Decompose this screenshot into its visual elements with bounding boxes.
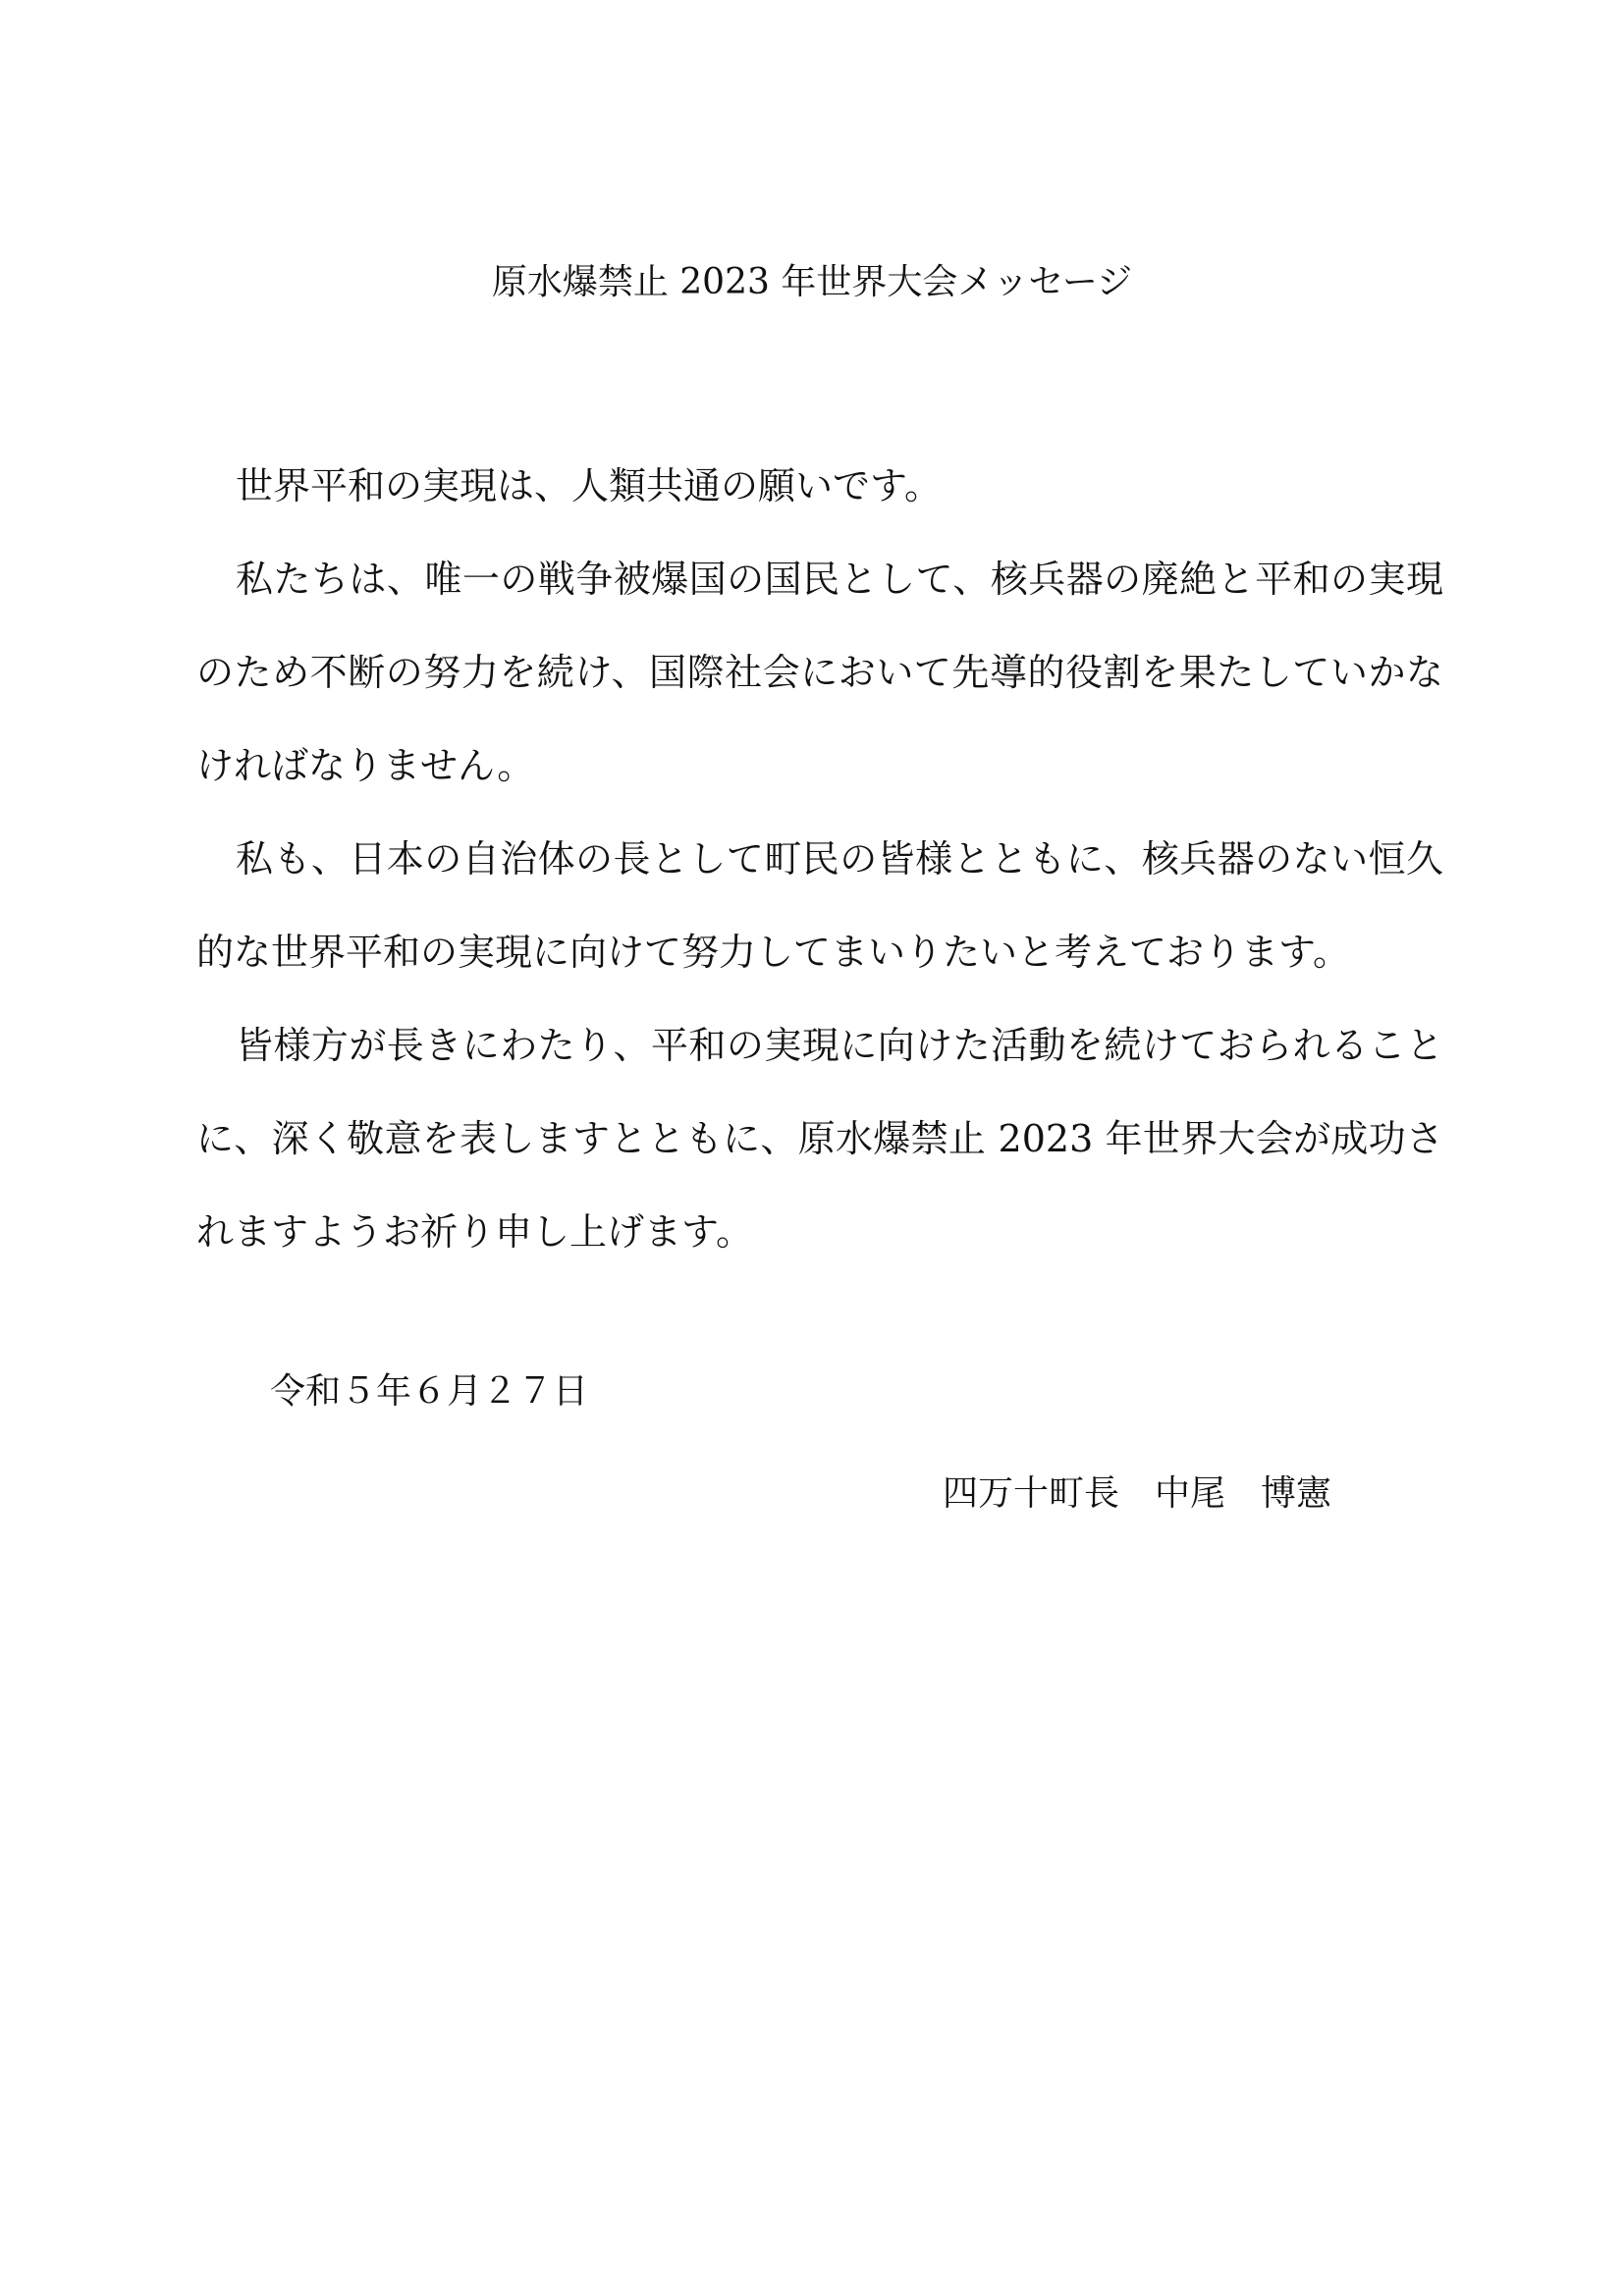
paragraph-3: 私も、日本の自治体の長として町民の皆様とともに、核兵器のない恒久的な世界平和の実現に向けて努力してまいりたいと考えております。 [196, 837, 1443, 974]
paragraph-1: 世界平和の実現は、人類共通の願いです。 [236, 464, 942, 507]
message-body [196, 440, 1443, 1279]
paragraph-4: 皆様方が長きにわたり、平和の実現に向けた活動を続けておられることに、深く敬意を表しますとともに、原水爆禁止 2023 年世界大会が成功されますようお祈り申し上げます。 [196, 1024, 1443, 1254]
document-date: 令和５年６月２７日 [270, 1371, 589, 1412]
signature: 四万十町長 中尾 博憲 [943, 1473, 1332, 1514]
paragraph-2: 私たちは、唯一の戦争被爆国の国民として、核兵器の廃絶と平和の実現のため不断の努力を続け、国際社会において先導的役割を果たしていかなければなりません。 [196, 558, 1443, 787]
document-title: 原水爆禁止 2023 年世界大会メッセージ [491, 262, 1133, 302]
